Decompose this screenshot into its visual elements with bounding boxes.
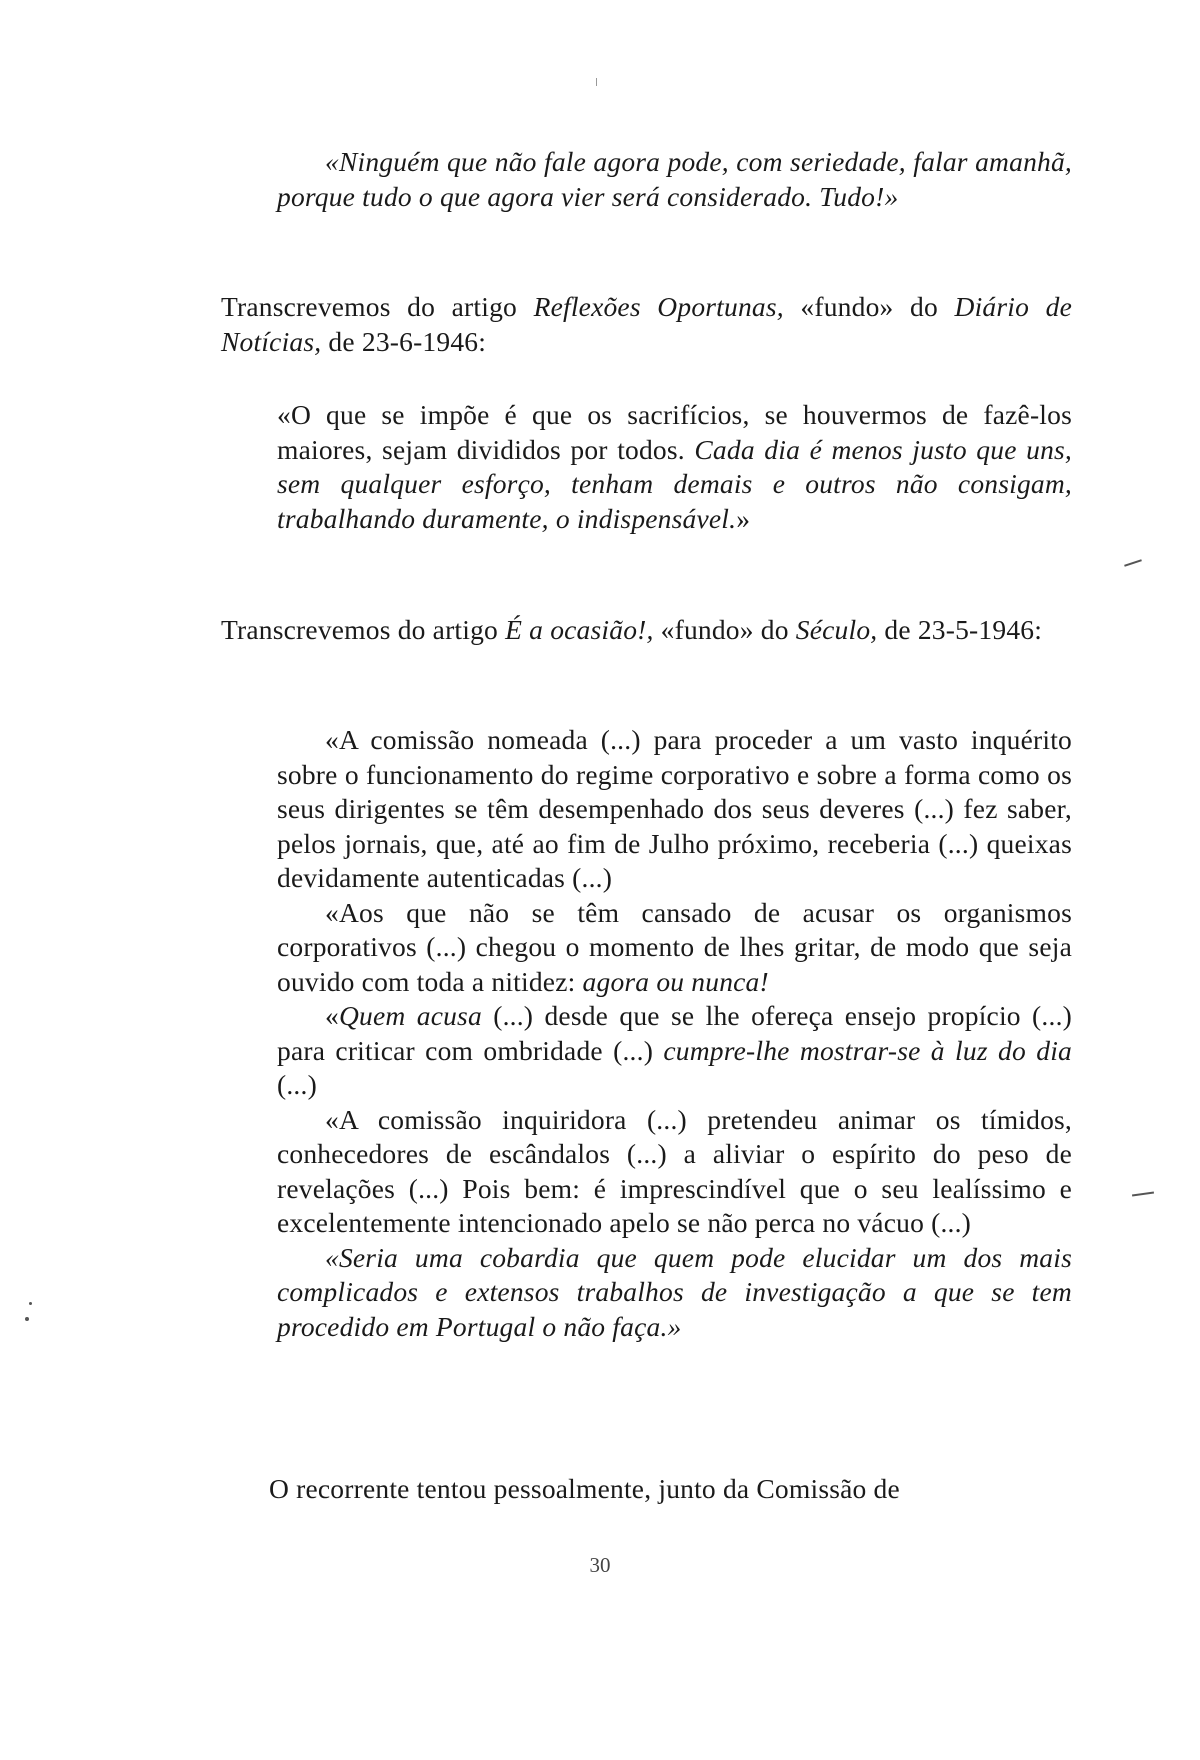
italic-text: cumpre-lhe mostrar-se à luz do dia [663, 1034, 1072, 1066]
speck-mark [596, 78, 597, 86]
text-run: » [736, 502, 751, 534]
margin-mark [1124, 559, 1142, 566]
quote-sacrificios [277, 398, 1072, 536]
text-run: « [325, 1000, 339, 1031]
text-paragraph [221, 1472, 1072, 1507]
page-number: 30 [589, 1553, 611, 1577]
paragraph-ocasiao [221, 613, 1072, 648]
text-run: (...) desde que se lhe ofereça ensejo propício (...) para criticar com ombridade (...) [277, 1000, 1072, 1066]
text-run: O recorrente tentou pessoalmente, junto da Comissão de [269, 1473, 900, 1504]
italic-text: É a ocasião!, [505, 614, 654, 645]
text-run: Transcrevemos do artigo [221, 291, 534, 322]
italic-text: «Ninguém que não fale agora pode, com seriedade, falar amanhã, porque tudo o que agora vier será considerado. Tudo!» [277, 146, 1072, 212]
text-paragraph [277, 398, 1072, 536]
text-run: «A comissão nomeada (...) para proceder a um vasto inquérito sobre o funcionamento do regime corporativo e sobre a forma como os seus dirigentes se têm desempenhado dos seus deveres (...) fez saber, pelos jornais, que, até ao fim de Julho próximo, receberia (...) queixas devidamente autenticadas (...) [277, 724, 1072, 893]
speck-mark [25, 1317, 29, 1321]
italic-text: Diário de Notícias, [221, 291, 1072, 357]
text-paragraph [277, 723, 1072, 896]
text-run: «Aos que não se têm cansado de acusar os organismos corporativos (...) chegou o momento de lhes gritar, de modo que seja ouvido com toda a nitidez: [277, 896, 1072, 997]
text-run: de 23-6-1946: [321, 325, 487, 357]
text-run: (...) [277, 1069, 317, 1100]
text-paragraph [277, 1241, 1072, 1345]
text-run: «A comissão inquiridora (...) pretendeu animar os tímidos, conhecedores de escândalos (...) a aliviar o espírito do peso de revelações (...) Pois bem: é imprescindível que o seu lealíssimo e excelentemente intencionado apelo se não perca no vácuo (...) [277, 1103, 1072, 1238]
text-paragraph [277, 896, 1072, 1000]
speck-mark [29, 1302, 32, 1305]
text-paragraph [277, 145, 1072, 214]
quote-ninguem [277, 145, 1072, 214]
italic-text: Cada dia é menos justo que uns, sem qualquer esforço, tenham demais e outros não consigam, trabalhando duramente, o indispensável. [277, 433, 1072, 534]
text-paragraph [221, 613, 1072, 648]
italic-text: Século, [795, 614, 878, 645]
text-run: «fundo» do [783, 291, 955, 322]
italic-text: agora ou nunca! [582, 965, 769, 997]
text-run: Transcrevemos do artigo [221, 614, 506, 645]
margin-mark [1132, 1191, 1154, 1196]
text-run: «O que se impõe é que os sacrifícios, se houvermos de fazê-los maiores, sejam divididos por todos. [277, 399, 1072, 465]
text-paragraph [221, 290, 1072, 359]
text-run: de 23-5-1946: [877, 614, 1043, 645]
paragraph-reflexoes [221, 290, 1072, 359]
paragraph-recorrente [221, 1472, 1072, 1507]
italic-text: Reflexões Oportunas, [533, 291, 784, 322]
text-run: «fundo» do [653, 614, 796, 645]
text-paragraph [277, 999, 1072, 1103]
text-paragraph [277, 1103, 1072, 1241]
italic-text: «Seria uma cobardia que quem pode elucidar um dos mais complicados e extensos trabalhos de investigação a que se tem procedido em Portugal o não faça.» [277, 1241, 1072, 1342]
quote-comissao [277, 723, 1072, 1344]
italic-text: Quem acusa [338, 1000, 482, 1031]
